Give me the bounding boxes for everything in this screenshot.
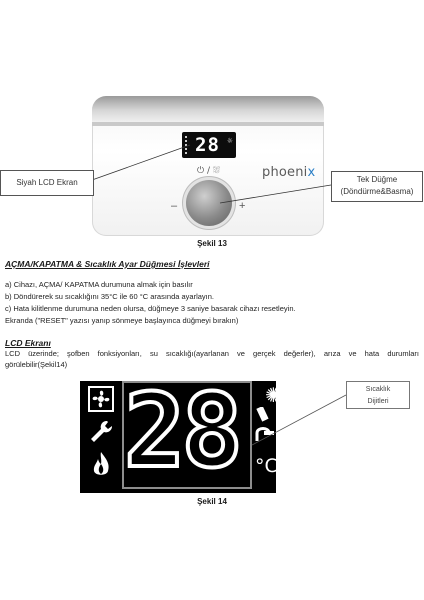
minus-sign: – <box>171 200 178 212</box>
digits-callout <box>346 381 410 409</box>
knob-label-line1: Tek Düğme <box>356 175 398 184</box>
knob-leader-line <box>220 185 331 203</box>
figure14-caption: Şekil 14 <box>197 497 227 506</box>
digits-leader-line <box>252 395 346 445</box>
device-lcd-reading: 28 <box>195 134 220 156</box>
digits-callout-line2: Dijitleri <box>367 398 389 405</box>
lcd-leader-line <box>92 145 190 180</box>
plus-sign: + <box>239 200 246 212</box>
figure13-leader-lines <box>0 0 424 250</box>
sun-icon: ✺ <box>265 385 282 407</box>
instruction-b: b) Döndürerek su sıcaklığını 35°C ile 60 °C arasında ayarlayın. <box>5 292 215 301</box>
temperature-digits: 28 <box>124 372 239 491</box>
power-mode-icons: ⏻ / ⛆ <box>197 166 221 176</box>
knob-label <box>331 171 423 202</box>
knob-label-line2: (Döndürme&Basma) <box>340 187 414 196</box>
lcd-description-line1: LCD üzerinde; şofben fonksiyonları, su sıcaklığı(ayarlanan ve gerçek değerler), arıza ve hata durumları <box>5 349 419 358</box>
lcd-description-line2: görülebilir(Şekil14) <box>5 360 68 369</box>
celsius-unit: °C <box>255 455 278 477</box>
brand-text: phoeni <box>262 165 308 180</box>
instruction-note: Ekranda ("RESET" yazısı yanıp sönmeye başlayınca düğmeyi bırakın) <box>5 316 239 325</box>
section-heading-controls: AÇMA/KAPATMA & Sıcaklık Ayar Düğmesi İşlevleri <box>5 259 210 269</box>
lcd-unit-icon: ☼ <box>226 137 233 145</box>
figure13-caption: Şekil 13 <box>197 239 227 248</box>
instruction-c: c) Hata kilitlenme durumuna neden olursa, düğmeye 3 saniye basarak cihazı resetleyin. <box>5 304 296 313</box>
lcd-label: Siyah LCD Ekran <box>0 170 94 196</box>
brand-accent: x <box>307 165 316 180</box>
section-heading-lcd: LCD Ekranı <box>5 338 51 348</box>
instruction-a: a) Cihazı, AÇMA/ KAPATMA durumuna almak için basılır <box>5 280 193 289</box>
digits-callout-line1: Sıcaklık <box>365 386 391 393</box>
